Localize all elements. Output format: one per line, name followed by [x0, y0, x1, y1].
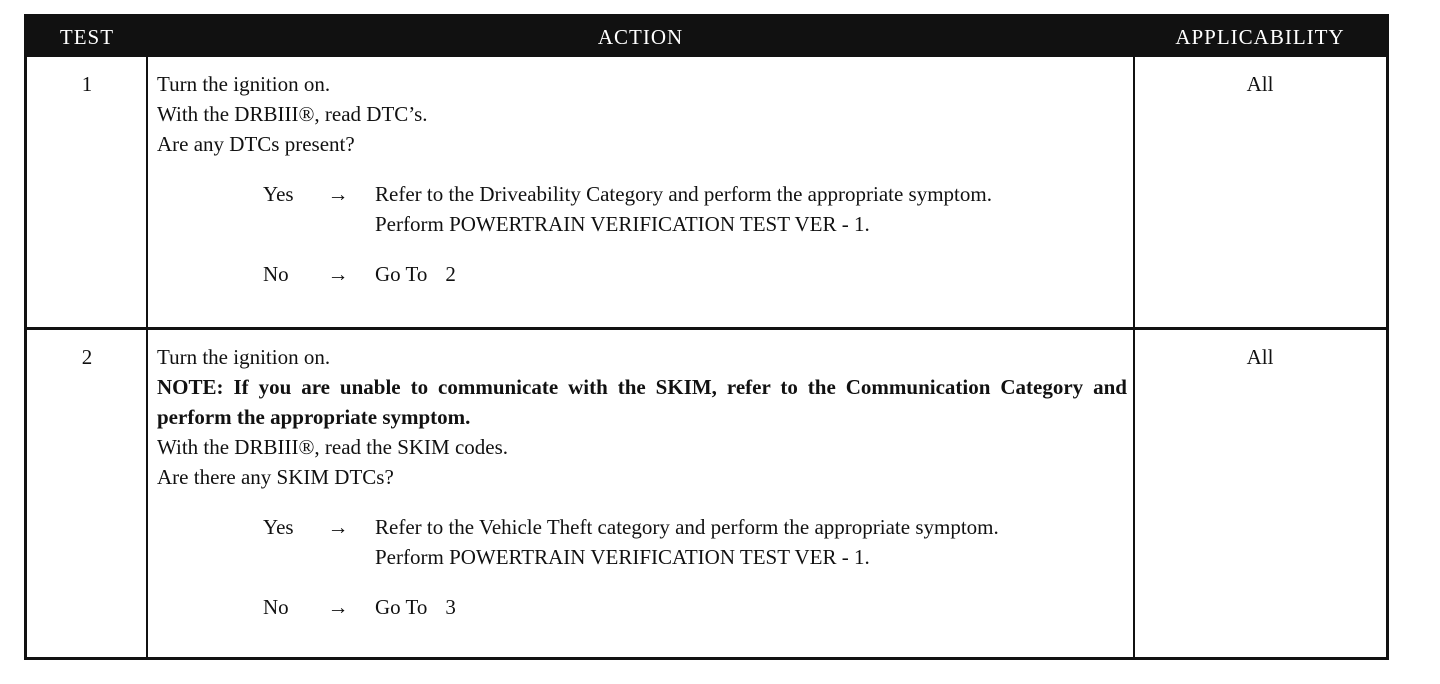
goto-link[interactable]: [375, 595, 456, 619]
table-header: [27, 17, 1386, 57]
yes-followup: Perform POWERTRAIN VERIFICATION TEST VER - 1.: [375, 212, 870, 236]
step-text: With the DRBIII®, read DTC’s.: [157, 102, 428, 126]
goto-label: Go To: [375, 262, 428, 286]
question-text: Are there any SKIM DTCs?: [157, 465, 394, 489]
applicability-value: All: [1246, 72, 1274, 96]
header-applicability: APPLICABILITY: [1175, 25, 1345, 49]
no-branch: [263, 592, 1127, 622]
no-label: No: [263, 595, 289, 619]
yes-label: Yes: [263, 515, 294, 539]
arrow-right-icon: →: [327, 262, 349, 286]
step-text: Turn the ignition on.: [157, 72, 331, 96]
yes-branch: [263, 512, 1127, 572]
diagnostic-test-table: [24, 14, 1389, 660]
yes-label: Yes: [263, 182, 294, 206]
note-text: NOTE: If you are unable to communicate with the SKIM, refer to the Communication Category and perform the appropriate symptom.: [157, 375, 1127, 429]
no-branch: [263, 259, 1127, 289]
test-number: 1: [81, 72, 93, 96]
yes-branch: [263, 179, 1127, 239]
test-number: 2: [81, 345, 93, 369]
question-text: Are any DTCs present?: [157, 132, 355, 156]
yes-instruction: Refer to the Vehicle Theft category and perform the appropriate symptom.: [375, 515, 999, 539]
yes-instruction: Refer to the Driveability Category and perform the appropriate symptom.: [375, 182, 992, 206]
goto-link[interactable]: [375, 262, 456, 286]
arrow-right-icon: →: [327, 595, 349, 619]
table-row: [27, 327, 1386, 657]
no-label: No: [263, 262, 289, 286]
table-row: [27, 57, 1386, 327]
action-cell: [157, 57, 1127, 327]
arrow-right-icon: →: [327, 515, 349, 539]
arrow-right-icon: →: [327, 182, 349, 206]
step-text: Turn the ignition on.: [157, 345, 331, 369]
action-cell: [157, 330, 1127, 657]
header-test: TEST: [59, 25, 115, 49]
applicability-value: All: [1246, 345, 1274, 369]
header-action: ACTION: [597, 25, 684, 49]
goto-number: 3: [445, 595, 456, 619]
yes-followup: Perform POWERTRAIN VERIFICATION TEST VER - 1.: [375, 545, 870, 569]
goto-label: Go To: [375, 595, 428, 619]
goto-number: 2: [445, 262, 456, 286]
step-text: With the DRBIII®, read the SKIM codes.: [157, 435, 509, 459]
